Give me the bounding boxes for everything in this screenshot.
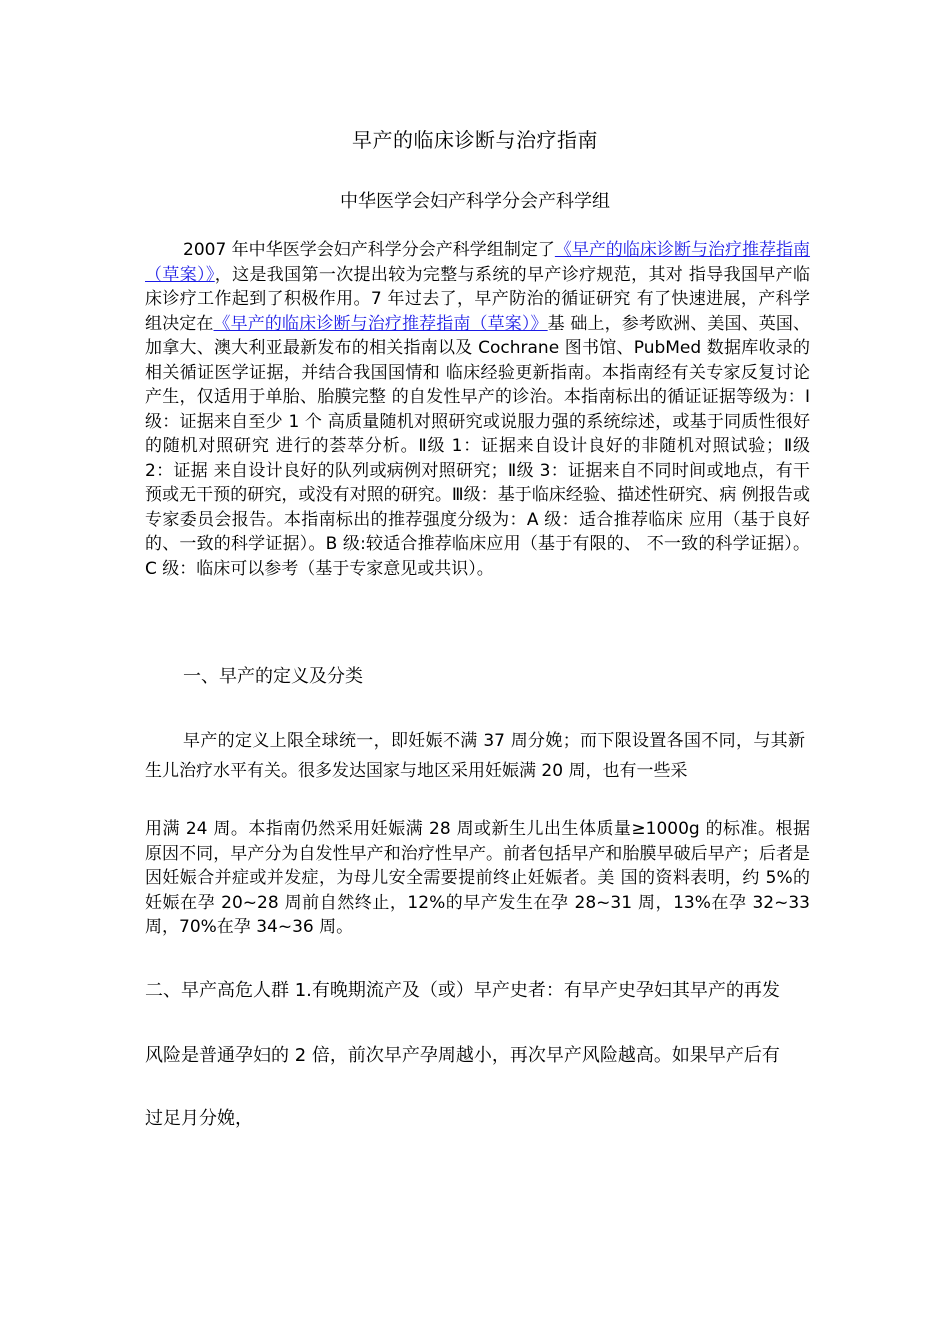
section2-line-2: 风险是普通孕妇的 2 倍，前次早产孕周越小，再次早产风险越高。如果早产后有: [145, 1045, 780, 1066]
guideline-draft-link[interactable]: 《早产的临床诊断与治疗推荐指南（草案）》: [145, 240, 811, 285]
intro-text-part1: 2007 年中华医学会妇产科学分会产科学组制定了: [183, 240, 555, 260]
definition-paragraph-b: 用满 24 周。本指南仍然采用妊娠满 28 周或新生儿出生体质量≥1000g 的标准。根据原因不同，早产分为自发性早产和治疗性早产。前者包括早产和胎膜早破后早产；后者是因妊娠合并症或并发症，为母儿安全需要提前终止妊娠者。美 国的资料表明，约 5%的妊娠在孕 20~28 周前自然终止，12%的早产发生在孕 28~31 周，13%在孕 32~33 周，70%在孕 34~36 周。: [145, 819, 810, 937]
page-title: 早产的临床诊断与治疗指南: [352, 128, 598, 152]
intro-text-part3: 基 础上，参考欧洲、美国、英国、加拿大、澳大利亚最新发布的相关指南以及 Cochrane 图书馆、PubMed 数据库收录的相关循证医学证据，并结合我国国情和 临床经验更新指南。本指南经有关专家反复讨论产生，仅适用于单胎、胎膜完整 的自发性早产的诊治。本指南标出的循证证据等级为：Ⅰ级：证据来自至少 1 个 高质量随机对照研究或说服力强的系统综述，或基于同质性很好的随机对照研究 进行的荟萃分析。Ⅱ级 1：证据来自设计良好的非随机对照试验；Ⅱ级 2：证据 来自设计良好的队列或病例对照研究；Ⅱ级 3：证据来自不同时间或地点，有干 预或无干预的研究，或没有对照的研究。Ⅲ级：基于临床经验、描述性研究、病 例报告或专家委员会报告。本指南标出的推荐强度分级为：A 级：适合推荐临床 应用（基于良好的、一致的科学证据）。B 级:较适合推荐临床应用（基于有限的、 不一致的科学证据）。C 级：临床可以参考（基于专家意见或共识）。: [145, 313, 811, 579]
guideline-draft-link-2[interactable]: 《早产的临床诊断与治疗推荐指南（草案）》: [213, 313, 548, 334]
section2-line-1: 二、早产高危人群 1.有晚期流产及（或）早产史者：有早产史孕妇其早产的再发: [145, 980, 780, 1001]
intro-paragraph: [145, 238, 810, 581]
section2-line-3: 过足月分娩，: [145, 1108, 253, 1129]
definition-paragraph-a: 早产的定义上限全球统一，即妊娠不满 37 周分娩；而下限设置各国不同，与其新生儿治疗水平有关。很多发达国家与地区采用妊娠满 20 周，也有一些采: [145, 731, 805, 781]
document-subtitle: 中华医学会妇产科学分会产科学组: [340, 191, 610, 212]
intro-text-part2: ，这是我国第一次提出较为完整与系统的早产诊疗规范，其对 指导我国早产临床诊疗工作起到了积极作用。7 年过去了，早产防治的循证研究 有了快速进展，产科学组决定在: [145, 264, 811, 334]
section1-heading: 一、早产的定义及分类: [183, 666, 363, 687]
